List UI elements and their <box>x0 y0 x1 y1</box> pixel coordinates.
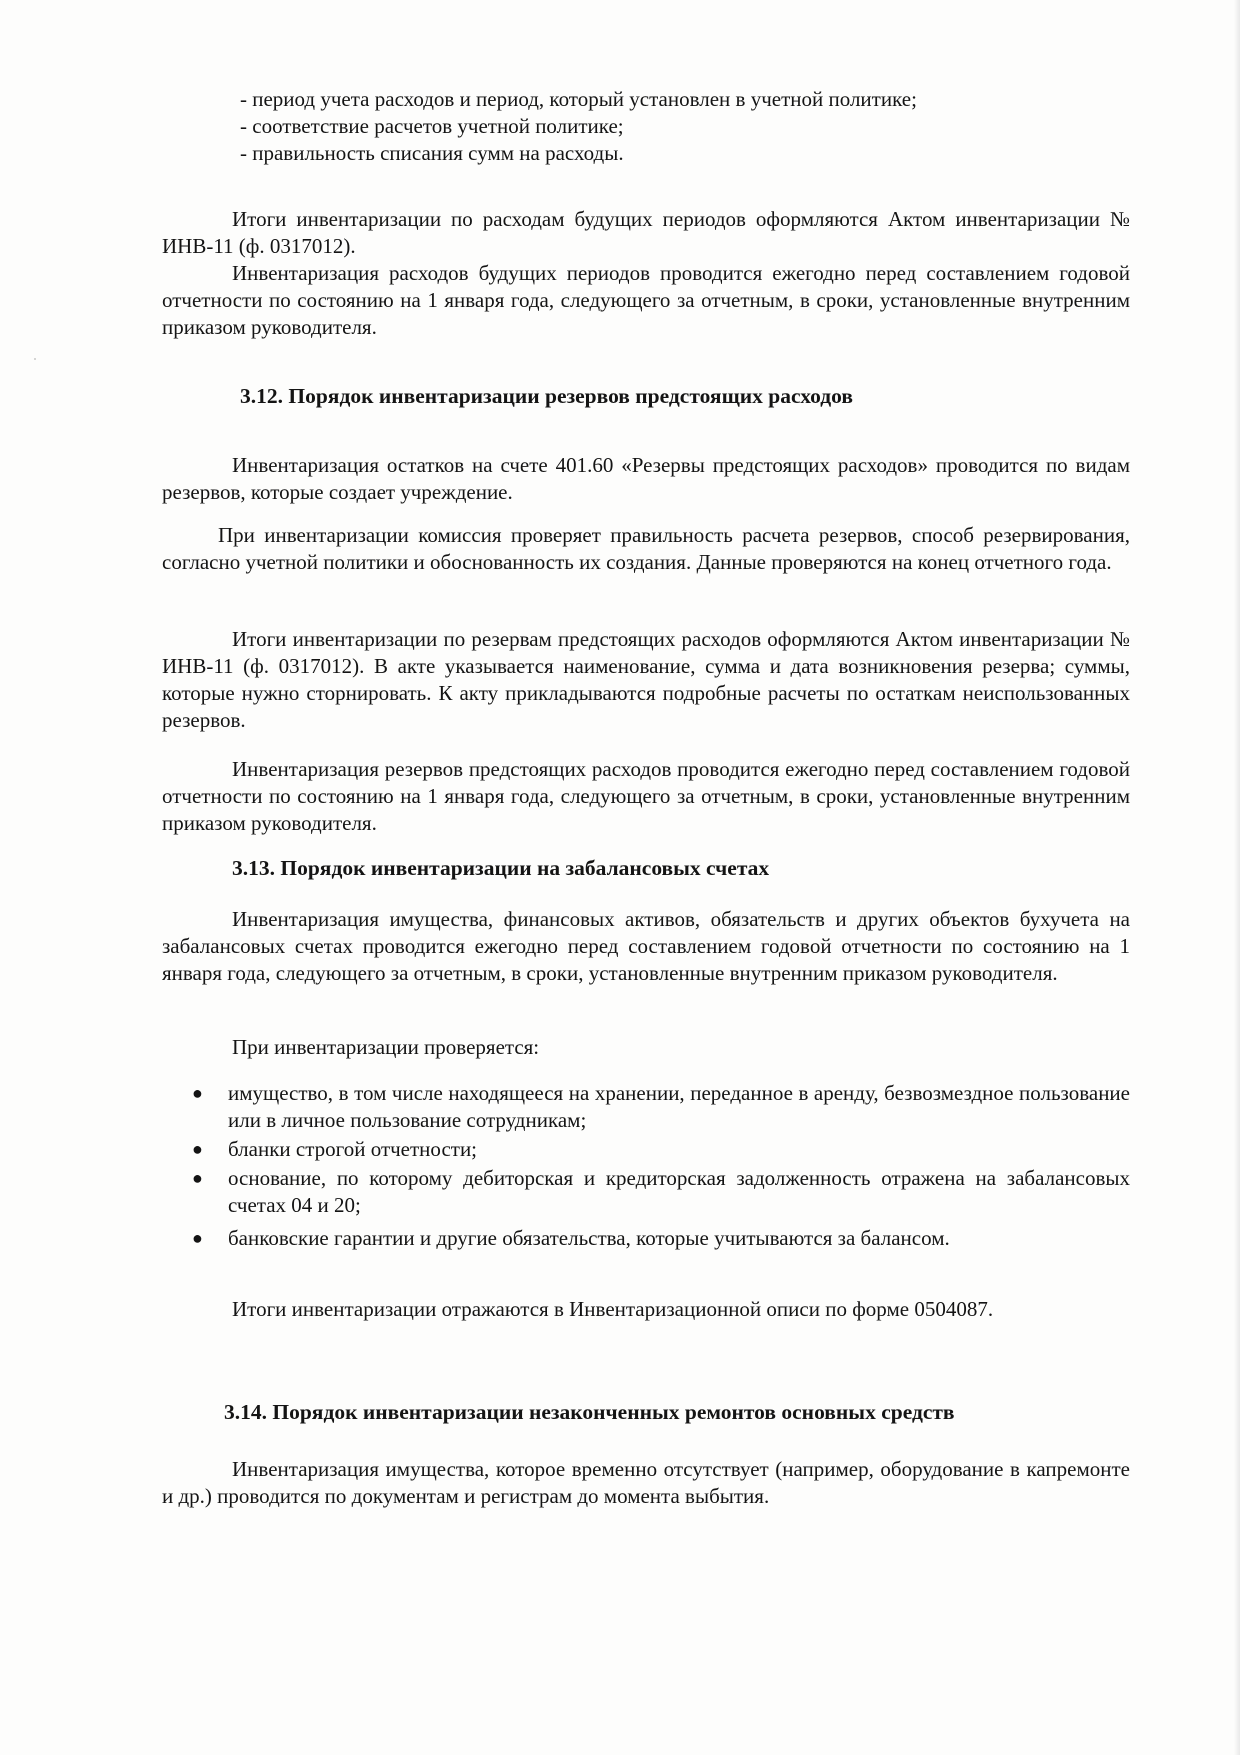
paragraph <box>162 522 1130 576</box>
dash-item: - период учета расходов и период, который установлен в учетной политике; <box>240 87 917 111</box>
list-item-text: бланки строгой отчетности; <box>228 1137 478 1161</box>
paragraph <box>162 906 1130 987</box>
paragraph <box>162 206 1130 260</box>
scan-edge-shadow <box>1234 0 1240 1755</box>
dash-item: - правильность списания сумм на расходы. <box>240 141 624 165</box>
paragraph-text: При инвентаризации проверяется: <box>232 1035 540 1059</box>
paragraph-text: Инвентаризация резервов предстоящих расходов проводится ежегодно перед составлением годовой отчетности по состоянию на 1 января года, следующего за отчетным, в сроки, установленные внутренним приказом руководителя. <box>162 757 1130 835</box>
section-heading: 3.12. Порядок инвентаризации резервов предстоящих расходов <box>240 384 853 408</box>
scan-speck <box>34 358 36 360</box>
section-heading: 3.13. Порядок инвентаризации на забалансовых счетах <box>232 856 770 880</box>
list-item-text: банковские гарантии и другие обязательства, которые учитываются за балансом. <box>228 1226 950 1250</box>
paragraph <box>162 756 1130 837</box>
paragraph <box>162 626 1130 734</box>
dash-item: - соответствие расчетов учетной политике; <box>240 114 624 138</box>
bullet-icon: ● <box>192 1139 203 1159</box>
paragraph-text: При инвентаризации комиссия проверяет правильность расчета резервов, способ резервирования, согласно учетной политики и обоснованность их создания. Данные проверяются на конец отчетного года. <box>162 523 1130 574</box>
list-item-text: имущество, в том числе находящееся на хранении, переданное в аренду, безвозмездное пользование или в личное пользование сотрудникам; <box>228 1081 1130 1132</box>
paragraph <box>162 1034 1130 1061</box>
section-heading: 3.14. Порядок инвентаризации незаконченных ремонтов основных средств <box>224 1400 955 1424</box>
bullet-icon: ● <box>192 1228 203 1248</box>
paragraph <box>162 1456 1130 1510</box>
list-item-text: основание, по которому дебиторская и кредиторская задолженность отражена на забалансовых счетах 04 и 20; <box>228 1166 1130 1217</box>
paragraph-text: Итоги инвентаризации по резервам предстоящих расходов оформляются Актом инвентаризации № ИНВ-11 (ф. 0317012). В акте указывается наименование, сумма и дата возникновения резерва; суммы, которые нужно сторнировать. К акту прикладываются подробные расчеты по остаткам неиспользованных резервов. <box>162 627 1130 732</box>
list-item <box>192 1136 1130 1163</box>
list-item <box>192 1165 1130 1219</box>
bullet-icon: ● <box>192 1168 203 1188</box>
paragraph <box>162 260 1130 341</box>
bullet-icon: ● <box>192 1083 203 1103</box>
paragraph-text: Итоги инвентаризации отражаются в Инвентаризационной описи по форме 0504087. <box>232 1297 994 1321</box>
paragraph-text: Итоги инвентаризации по расходам будущих периодов оформляются Актом инвентаризации № ИНВ-11 (ф. 0317012). <box>162 207 1130 258</box>
paragraph <box>162 452 1130 506</box>
paragraph-text: Инвентаризация расходов будущих периодов проводится ежегодно перед составлением годовой отчетности по состоянию на 1 января года, следующего за отчетным, в сроки, установленные внутренним приказом руководителя. <box>162 261 1130 339</box>
list-item <box>192 1225 1130 1252</box>
paragraph-text: Инвентаризация остатков на счете 401.60 «Резервы предстоящих расходов» проводится по видам резервов, которые создает учреждение. <box>162 453 1130 504</box>
paragraph <box>162 1296 1130 1323</box>
bullet-list <box>192 1080 1130 1254</box>
paragraph-text: Инвентаризация имущества, которое временно отсутствует (например, оборудование в капремонте и др.) проводится по документам и регистрам до момента выбытия. <box>162 1457 1130 1508</box>
dash-list <box>240 86 1130 167</box>
paragraph-text: Инвентаризация имущества, финансовых активов, обязательств и других объектов бухучета на забалансовых счетах проводится ежегодно перед составлением годовой отчетности по состоянию на 1 января года, следующего за отчетным, в сроки, установленные внутренним приказом руководителя. <box>162 907 1130 985</box>
list-item <box>192 1080 1130 1134</box>
